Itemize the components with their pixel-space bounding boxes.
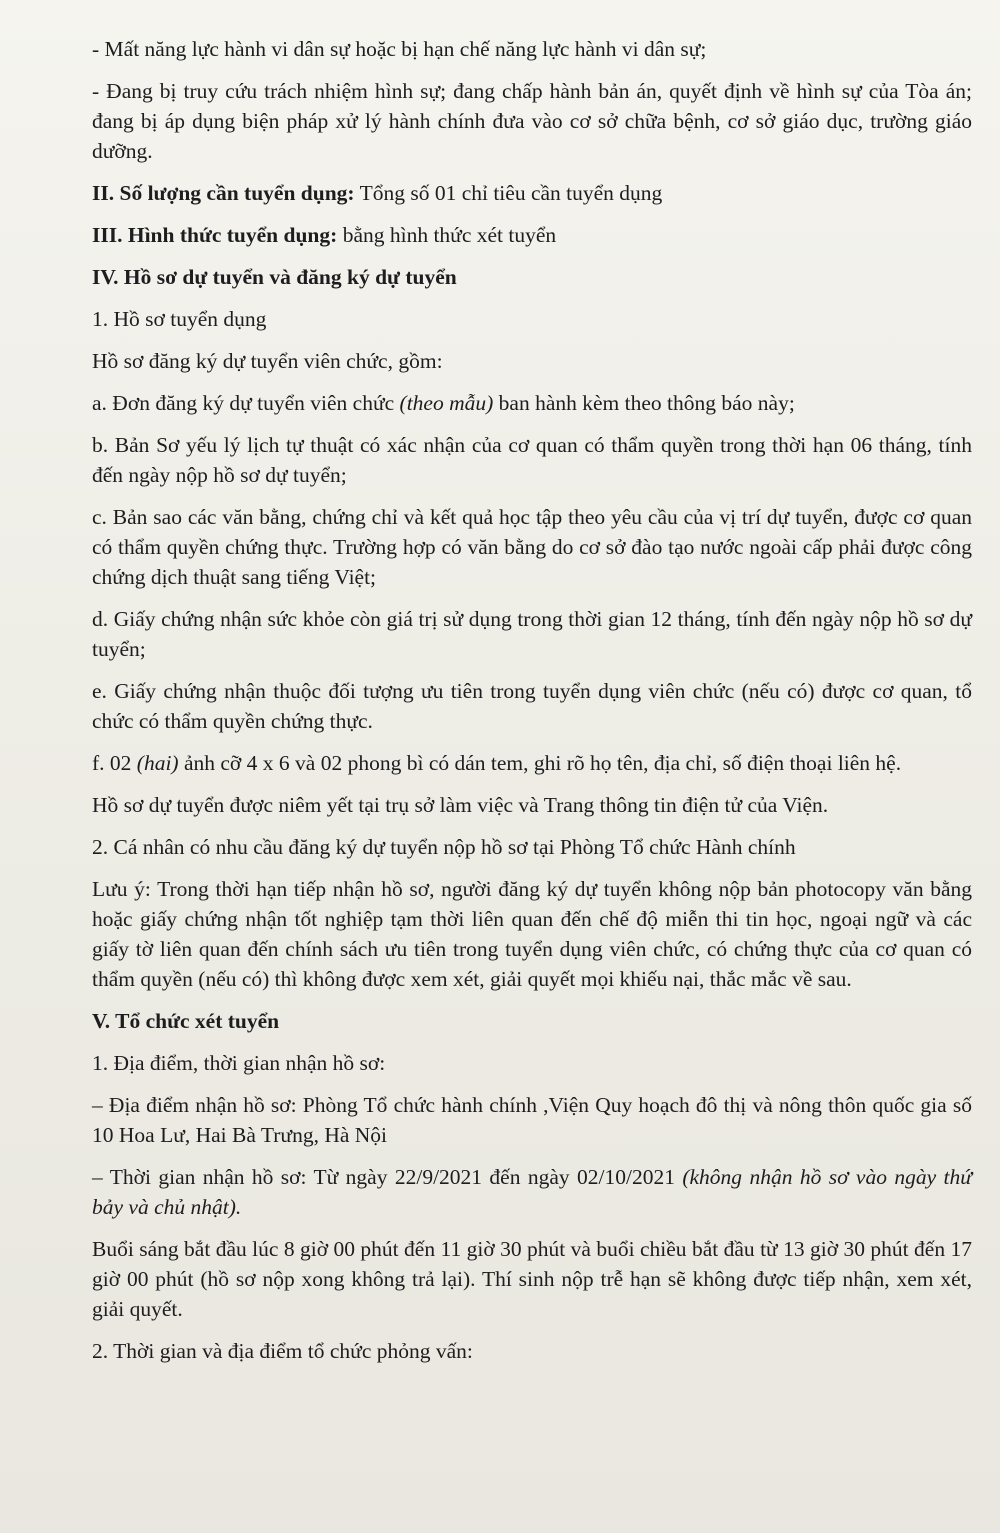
item-f-italic: (hai) bbox=[136, 751, 179, 775]
section-5-item-1: 1. Địa điểm, thời gian nhận hồ sơ: bbox=[92, 1051, 386, 1075]
section-5-heading: V. Tổ chức xét tuyển bbox=[92, 1009, 280, 1033]
list-item-f bbox=[92, 748, 972, 778]
list-item-d: d. Giấy chứng nhận sức khỏe còn giá trị sử dụng trong thời gian 12 tháng, tính đến ngày nộp hồ sơ dự tuyển; bbox=[92, 607, 972, 661]
list-item-a bbox=[92, 388, 972, 418]
section-5-item-2: 2. Thời gian và địa điểm tổ chức phỏng vấn: bbox=[92, 1339, 473, 1363]
item-a-text-end: ban hành kèm theo thông báo này; bbox=[493, 391, 795, 415]
paragraph-thoi-gian bbox=[92, 1162, 972, 1222]
paragraph-mat-nang-luc: - Mất năng lực hành vi dân sự hoặc bị hạn chế năng lực hành vi dân sự; bbox=[92, 37, 707, 61]
section-3-heading: III. Hình thức tuyển dụng: bbox=[92, 223, 338, 247]
item-a-italic: (theo mẫu) bbox=[399, 391, 494, 415]
item-a-text: a. Đơn đăng ký dự tuyển viên chức bbox=[92, 391, 400, 415]
paragraph-dang-bi-truy-cuu: - Đang bị truy cứu trách nhiệm hình sự; đang chấp hành bản án, quyết định về hình sự của Tòa án; đang bị áp dụng biện pháp xử lý hành chính đưa vào cơ sở chữa bệnh, cơ sở giáo dục, trường giáo dưỡng. bbox=[92, 79, 972, 163]
section-3 bbox=[92, 220, 972, 250]
paragraph-buoi-sang: Buổi sáng bắt đầu lúc 8 giờ 00 phút đến 11 giờ 30 phút và buổi chiều bắt đầu từ 13 giờ 30 phút đến 17 giờ 00 phút (hồ sơ nộp xong không trả lại). Thí sinh nộp trễ hạn sẽ không được tiếp nhận, xem xét, giải quyết. bbox=[92, 1237, 972, 1321]
paragraph-luu-y: Lưu ý: Trong thời hạn tiếp nhận hồ sơ, người đăng ký dự tuyển không nộp bản photocopy văn bằng hoặc giấy chứng nhận tốt nghiệp tạm thời liên quan đến chế độ miễn thi tin học, ngoại ngữ và các giấy tờ liên quan đến chính sách ưu tiên trong tuyển dụng viên chức, có chứng thực của cơ quan có thẩm quyền (nếu có) thì không được xem xét, giải quyết mọi khiếu nại, thắc mắc về sau. bbox=[92, 877, 972, 991]
section-4-heading: IV. Hồ sơ dự tuyển và đăng ký dự tuyển bbox=[92, 265, 457, 289]
section-4-intro: Hồ sơ đăng ký dự tuyển viên chức, gồm: bbox=[92, 349, 443, 373]
thoi-gian-text: – Thời gian nhận hồ sơ: Từ ngày 22/9/2021 đến ngày 02/10/2021 bbox=[92, 1165, 683, 1189]
item-f-text-end: ảnh cỡ 4 x 6 và 02 phong bì có dán tem, ghi rõ họ tên, địa chỉ, số điện thoại liên hệ. bbox=[178, 751, 902, 775]
section-2 bbox=[92, 178, 972, 208]
thoi-gian-italic: (không nhận hồ sơ vào ngày thứ bảy và chủ nhật). bbox=[92, 1165, 972, 1219]
section-2-text: Tổng số 01 chỉ tiêu cần tuyển dụng bbox=[354, 181, 663, 205]
section-2-heading: II. Số lượng cần tuyển dụng: bbox=[92, 181, 355, 205]
list-item-b: b. Bản Sơ yếu lý lịch tự thuật có xác nhận của cơ quan có thẩm quyền trong thời hạn 06 tháng, tính đến ngày nộp hồ sơ dự tuyển; bbox=[92, 433, 972, 487]
item-f-text: f. 02 bbox=[92, 751, 137, 775]
paragraph-dia-diem: – Địa điểm nhận hồ sơ: Phòng Tổ chức hành chính ,Viện Quy hoạch đô thị và nông thôn quốc gia số 10 Hoa Lư, Hai Bà Trưng, Hà Nội bbox=[92, 1093, 972, 1147]
list-item-c: c. Bản sao các văn bằng, chứng chỉ và kết quả học tập theo yêu cầu của vị trí dự tuyển, được cơ quan có thẩm quyền chứng thực. Trường hợp có văn bằng do cơ sở đào tạo nước ngoài cấp phải được công chứng dịch thuật sang tiếng Việt; bbox=[92, 505, 972, 589]
paragraph-niem-yet: Hồ sơ dự tuyển được niêm yết tại trụ sở làm việc và Trang thông tin điện tử của Viện. bbox=[92, 793, 829, 817]
list-item-e: e. Giấy chứng nhận thuộc đối tượng ưu tiên trong tuyển dụng viên chức (nếu có) được cơ quan, tổ chức có thẩm quyền chứng thực. bbox=[92, 679, 972, 733]
document-body bbox=[92, 34, 972, 1366]
section-4-item-2: 2. Cá nhân có nhu cầu đăng ký dự tuyển nộp hồ sơ tại Phòng Tổ chức Hành chính bbox=[92, 835, 796, 859]
section-4-item-1: 1. Hồ sơ tuyển dụng bbox=[92, 307, 267, 331]
section-3-text: bằng hình thức xét tuyển bbox=[337, 223, 557, 247]
